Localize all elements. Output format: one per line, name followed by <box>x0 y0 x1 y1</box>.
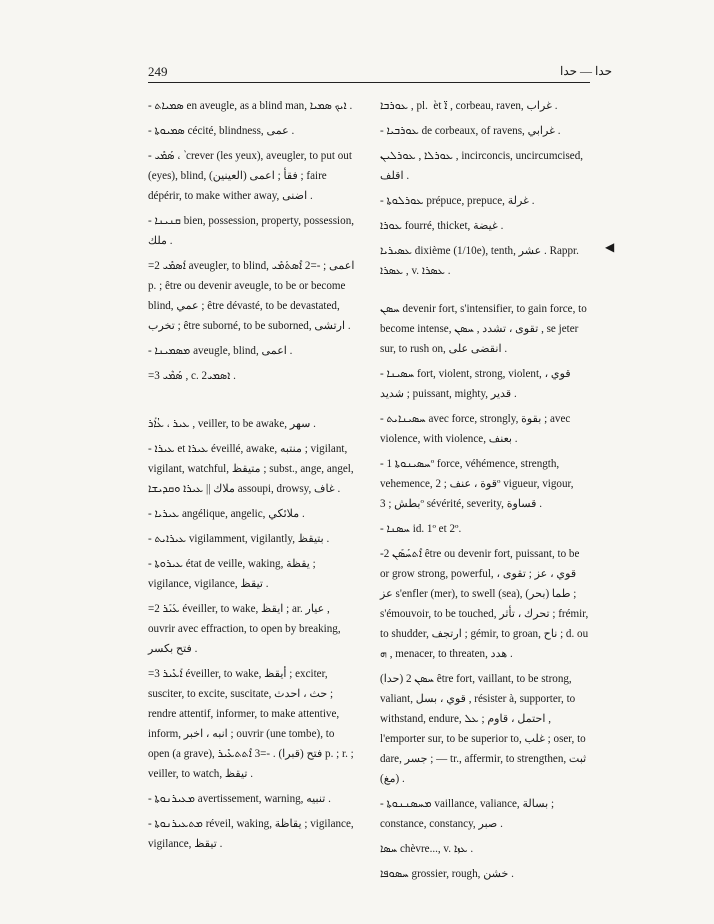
entry: ܥܣܝܪܝܐ dixième (1/10e), tenth, عشر . Rappr. ܥܣܪܐ , v. ܥܣܪܐ . <box>380 245 579 277</box>
entry: - ܩܢܝܢܐ bien, possession, property, possession, ملك . <box>148 215 355 247</box>
header-rule <box>148 82 590 83</box>
entry: -2 ܐܶܬܚܰܣܰܢ être ou devenir fort, puissant, to be or grow strong, powerful, قوي ، عز ; تقوى ، عز s'enfler (mer), to swell (sea), (بحر) طما ; s'émouvoir, to be touched, تحرك ، تأثر ; frémir, to shudder, ارتجف ; gémir, to groan, ناح ; d. ou ܗ , menacer, to threaten, هدد . <box>380 548 589 660</box>
entry: ܥܘܪܠܐ , ܥܘܪܠܝܢ , incirconcis, uncircumcised, اقلف . <box>380 150 584 182</box>
entry: =3 ܐܰܥܺܝܪ éveiller, to wake, أيقظ ; exciter, susciter, to excite, suscitate, حث ، احدث ; rendre attentif, informer, to make attentive, inform, انبه ، اخبر ; ouvrir (une tombe), to open (a grave), فتح (قبرا) . -=3 ܐܶܬܬܥܺܝܪ p. ; r. ; veiller, to watch, تيقظ . <box>148 668 354 780</box>
entry: - ܥܝܪܐܝܬ vigilamment, vigilantly, بتيقظ . <box>148 533 330 545</box>
entry: - ܡܚܣܢܢܘܬܐ vaillance, valiance, بسالة ; constance, constancy, صبر . <box>380 798 555 830</box>
entry: - ܥܝܪܐ et ܥܝܪܐ éveillé, awake, منتبه ; vigilant, vigilant, watchful, متيقظ ; subst., ange, angel, ملاك || ܥܝܪܐ ܘܩܕܝܫܐ assoupi, drowsy, غاف . <box>148 443 354 495</box>
entry: - ܡܬܥܝܪܢܘܬܐ réveil, waking, يقاظة ; vigilance, vigilance, تيقظ . <box>148 818 354 850</box>
running-head: حدا — حدا <box>560 64 613 78</box>
right-column <box>380 96 590 889</box>
entry: ܥܘܪܐ fourré, thicket, غيضة . <box>380 220 504 232</box>
entry-head: ܥܝܪ ، ܥܳܐܰܪ , veiller, to be awake, سهر . <box>148 418 316 430</box>
margin-mark-icon: ◀ <box>605 240 615 254</box>
entry: (حدا) ܚܣܢ 2 être fort, vaillant, to be strong, valiant, قوي ، بسل , résister à, supporter, to withstand, endure, احتمل ، قاوم ; ܥܠ , l'emporter sur, to be superior to, غلب ; oser, to dare, جسر ; — tr., affermir, to strengthen, ثبت (مغ) . <box>380 673 587 785</box>
entry: =2 ܥܰܝܰܪ éveiller, to wake, ايقظ ; ar. عيار , ouvrir avec effraction, to open by breaking, فتح بكسر . <box>148 603 341 655</box>
entry: - ܣܰܡܺܝ ، ܵ crever (les yeux), aveugler, to put out (eyes), blind, (العينين) فقأ ; اعمى ; faire dépérir, to make wither away, اضنى . <box>148 150 352 202</box>
entry: - ܡܣܡܝܢܐ aveugle, blind, اعمى . <box>148 345 293 357</box>
entry: - ܡܥܝܪܢܘܬܐ avertissement, warning, تنبيه . <box>148 793 331 805</box>
entry: =2 ܐܰܣܡܺܝ aveugler, to blind, اعمى ; -=2 ܐܶܣܬܰܡܺܝ p. ; être ou devenir aveugle, to be or become blind, عمي ; être dévasté, to be devastated, تخرب ; être suborné, to be suborned, ارتشى . <box>148 260 355 332</box>
entry: ܚܣܘܦܐ grossier, rough, خشن . <box>380 868 514 880</box>
entry: - ܥܝܪܝܐ angélique, angelic, ملائكي . <box>148 508 305 520</box>
entry-head: ܚܣܢ devenir fort, s'intensifier, to gain force, to become intense, تقوى ، تشدد , ܚܣܢ , se jeter sur, to rush on, انقضى على . <box>380 303 587 355</box>
entry: - ܥܝܪܘܬܐ état de veille, waking, يقظة ; vigilance, vigilance, تيقظ . <box>148 558 316 590</box>
entry: - ܚܣܢܐ id. 1º et 2º. <box>380 523 462 535</box>
entry: =3 ܣܰܡܶܝ , c. 2ܐܣܡܝ . <box>148 370 236 382</box>
page-number: 249 <box>148 64 168 79</box>
entry: - ܣܡܝܘܬܐ cécité, blindness, عمى . <box>148 125 295 137</box>
left-column <box>148 96 358 859</box>
entry: - ܥܘܪܒܝܐ de corbeaux, of ravens, غرابي . <box>380 125 561 137</box>
entry: - ܚܣܝܢܐܝܬ avec force, strongly, بقوة ; avec violence, with violence, بعنف . <box>380 413 571 445</box>
entry: - ܚܣܝܢܘܬܐ 1º force, véhémence, strength, vehemence, قوة ، عنف ; 2º vigueur, vigour, بطش ; 3º sévérité, severity, قساوة . <box>380 458 574 510</box>
entry: - ܥܘܪܠܘܬܐ prépuce, prepuce, غرلة . <box>380 195 535 207</box>
entry: ܚܣܐ chèvre..., v. ܥܙܐ . <box>380 843 474 855</box>
entry: - ܣܡܝܐܬ en aveugle, as a blind man, ܐܝܟ ܣܡܝܐ . <box>148 100 353 112</box>
entry: - ܚܣܝܢܐ fort, violent, strong, violent, قوي ، شديد ; puissant, mighty, قدير . <box>380 368 571 400</box>
entry: ܥܘܪܒܐ , pl. ܵ et ܐ̈ , corbeau, raven, غراب . <box>380 100 558 112</box>
